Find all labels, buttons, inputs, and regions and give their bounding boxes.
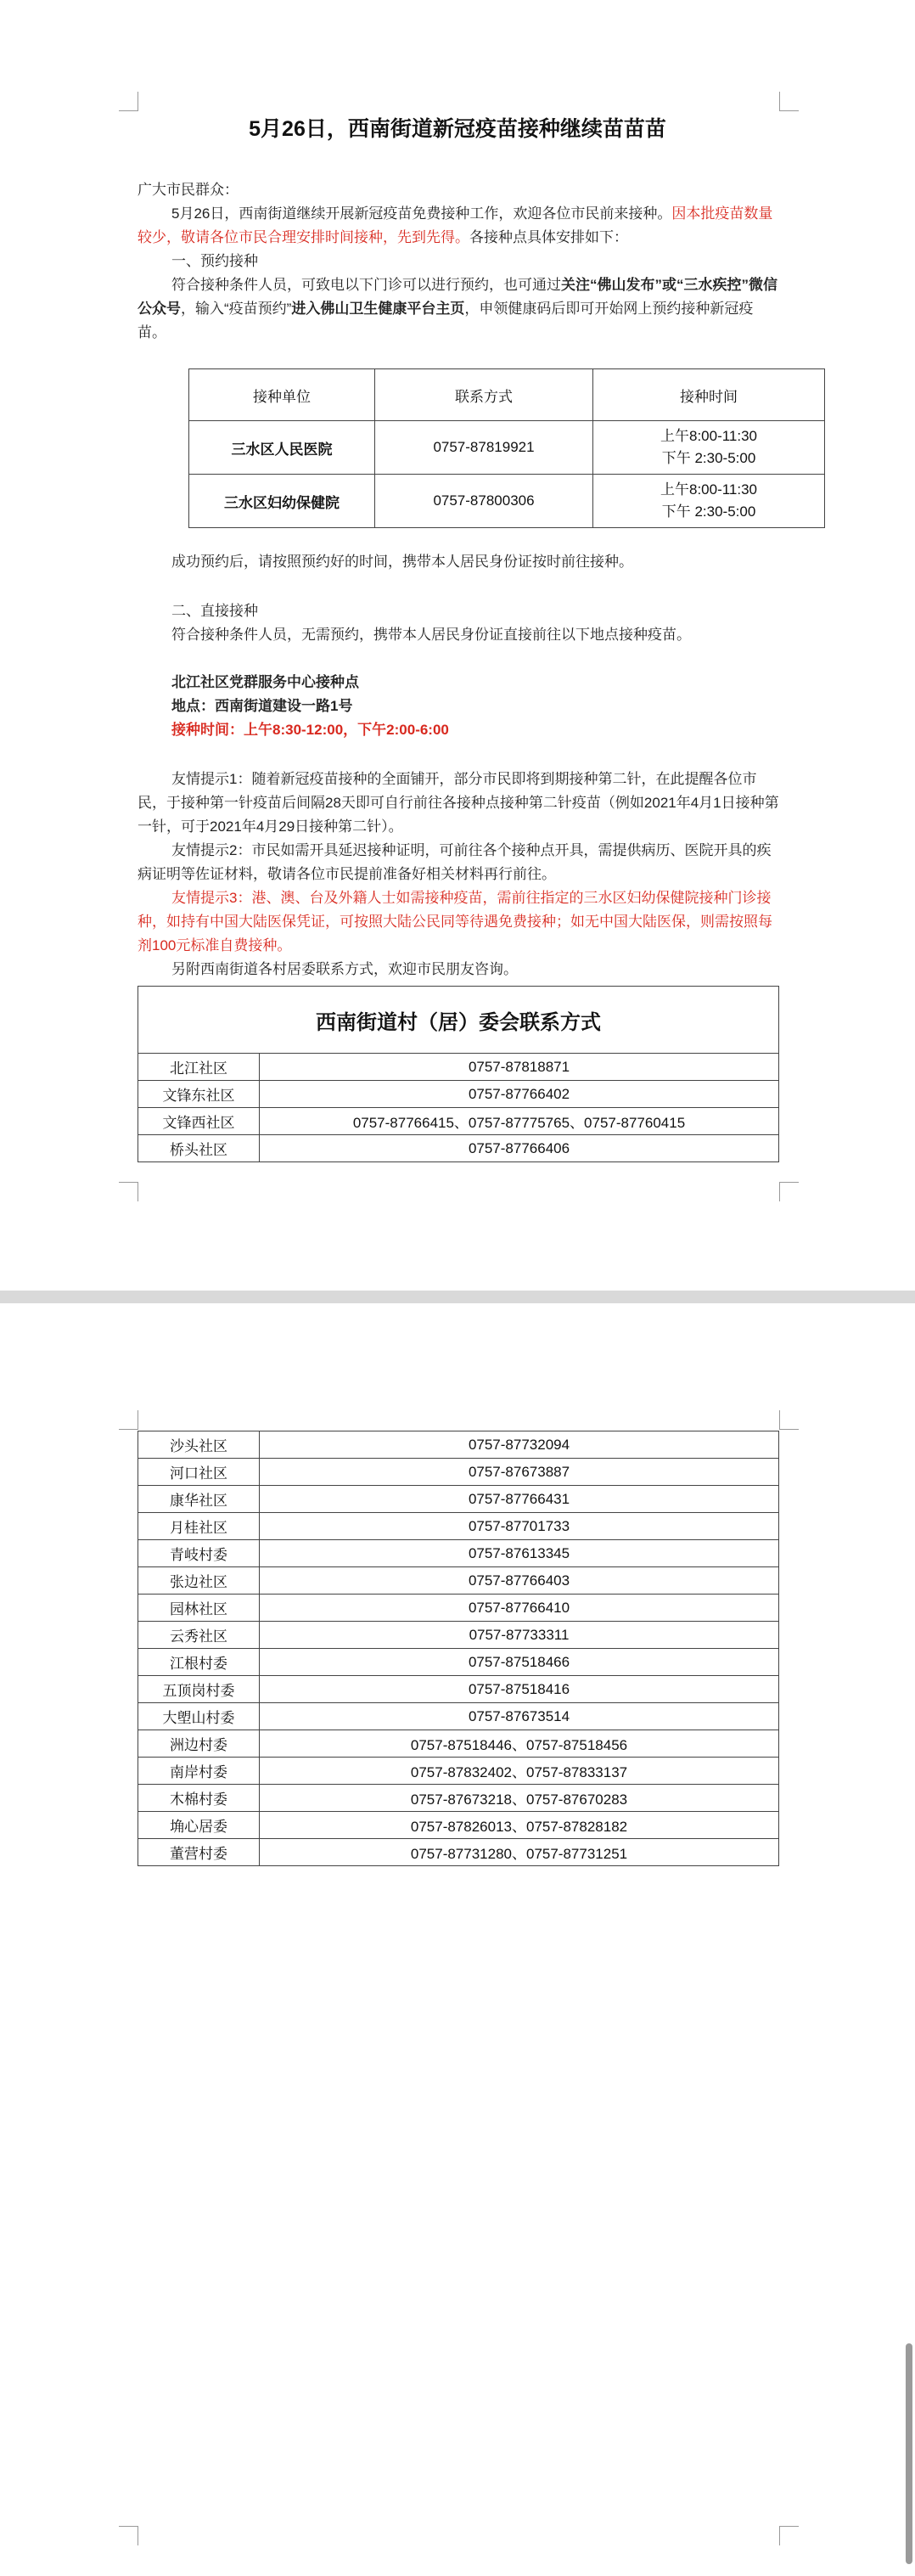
table-row [138, 1649, 779, 1676]
table-row [138, 1513, 779, 1540]
community-phone-cell: 0757-87518466 [260, 1649, 779, 1676]
unit-cell: 三水区人民医院 [189, 421, 375, 475]
community-phone-cell: 0757-87766415、0757-87775765、0757-87760415 [260, 1108, 779, 1135]
scrollbar-thumb[interactable] [906, 2343, 912, 2564]
contact-rows [138, 1054, 779, 1162]
page-corner-mark [119, 2526, 138, 2545]
section1-bold-text-2: 进入佛山卫生健康平台主页 [291, 301, 465, 317]
page-corner-mark [779, 92, 799, 111]
community-phone-cell: 0757-87766410 [260, 1595, 779, 1622]
community-name-cell: 江根村委 [138, 1649, 260, 1676]
community-phone-cell: 0757-87826013、0757-87828182 [260, 1812, 779, 1839]
table-row [138, 1730, 779, 1758]
community-name-cell: 康华社区 [138, 1486, 260, 1513]
community-name-cell: 张边社区 [138, 1567, 260, 1595]
community-name-cell: 河口社区 [138, 1459, 260, 1486]
table-row [138, 1431, 779, 1459]
intro-red-text: 因本批疫苗数量较少，敬请各位市民合理安排时间接种，先到先得。 [138, 205, 773, 245]
community-name-cell: 月桂社区 [138, 1513, 260, 1540]
table-row [138, 1567, 779, 1595]
document-page-2 [0, 1303, 915, 2576]
community-name-cell: 埆心居委 [138, 1812, 260, 1839]
page-corner-mark [119, 1182, 138, 1201]
section1-text: 符合接种条件人员，可致电以下门诊可以进行预约，也可通过 [171, 277, 561, 293]
community-name-cell: 园林社区 [138, 1595, 260, 1622]
section1-paragraph [138, 273, 779, 345]
section1-heading: 一、预约接种 [171, 253, 258, 269]
community-name-cell: 云秀社区 [138, 1622, 260, 1649]
community-phone-cell: 0757-87673887 [260, 1459, 779, 1486]
table-row [138, 1595, 779, 1622]
time-pm: 下午 2:30-5:00 [661, 450, 756, 466]
table-row [138, 1758, 779, 1785]
community-phone-cell: 0757-87673218、0757-87670283 [260, 1785, 779, 1812]
community-phone-cell: 0757-87818871 [260, 1054, 779, 1081]
table-row [189, 421, 825, 475]
community-phone-cell: 0757-87673514 [260, 1703, 779, 1730]
community-phone-cell: 0757-87766431 [260, 1486, 779, 1513]
community-name-cell: 文锋东社区 [138, 1081, 260, 1108]
table-row [138, 1676, 779, 1703]
table-row [138, 1839, 779, 1866]
community-phone-cell: 0757-87613345 [260, 1540, 779, 1567]
tip-1: 友情提示1：随着新冠疫苗接种的全面铺开，部分市民即将到期接种第二针，在此提醒各位市民，于接种第一针疫苗后间隔28天即可自行前往各接种点接种第二针疫苗（例如2021年4月1日接种第一针，可于2021年4月29日接种第二针）。 [138, 771, 779, 835]
table-header-cell: 联系方式 [375, 369, 593, 421]
table-header-cell: 接种单位 [189, 369, 375, 421]
table-row [138, 1812, 779, 1839]
community-phone-cell: 0757-87733311 [260, 1622, 779, 1649]
time-am: 上午8:00-11:30 [660, 428, 758, 444]
community-name-cell: 南岸村委 [138, 1758, 260, 1785]
page-corner-mark [779, 2526, 799, 2545]
table-row [138, 1785, 779, 1812]
unit-cell: 三水区妇幼保健院 [189, 475, 375, 528]
community-name-cell: 青岐村委 [138, 1540, 260, 1567]
table-header-row [189, 369, 825, 421]
site-address: 地点：西南街道建设一路1号 [171, 698, 353, 714]
contact-table-title: 西南街道村（居）委会联系方式 [138, 987, 779, 1054]
community-phone-cell: 0757-87518416 [260, 1676, 779, 1703]
community-name-cell: 北江社区 [138, 1054, 260, 1081]
tip-4: 另附西南街道各村居委联系方式，欢迎市民朋友咨询。 [171, 961, 518, 977]
tip-3 [138, 886, 779, 958]
community-name-cell: 文锋西社区 [138, 1108, 260, 1135]
community-phone-cell: 0757-87518446、0757-87518456 [260, 1730, 779, 1758]
community-phone-cell: 0757-87732094 [260, 1431, 779, 1459]
site-time: 接种时间：上午8:30-12:00，下午2:00-6:00 [171, 722, 449, 738]
table-row [138, 1486, 779, 1513]
table-row [189, 475, 825, 528]
section1-bold-text: 关注“佛山发布”或“三水疾控”微信公众号 [138, 277, 777, 317]
contact-rows [138, 1431, 779, 1866]
community-name-cell: 大塱山村委 [138, 1703, 260, 1730]
table-row [138, 1054, 779, 1081]
community-name-cell: 五顶岗村委 [138, 1676, 260, 1703]
document-title: 5月26日，西南街道新冠疫苗接种继续苗苗苗 [249, 117, 666, 141]
phone-cell: 0757-87800306 [375, 475, 593, 528]
vaccination-schedule-table [188, 368, 825, 528]
community-phone-cell: 0757-87832402、0757-87833137 [260, 1758, 779, 1785]
table-row [138, 1703, 779, 1730]
contact-title-row [138, 987, 779, 1054]
table-row [138, 1459, 779, 1486]
table-row [138, 1540, 779, 1567]
phone-cell: 0757-87819921 [375, 421, 593, 475]
after-booking-note: 成功预约后，请按照预约好的时间，携带本人居民身份证按时前往接种。 [171, 554, 633, 570]
section2-heading: 二、直接接种 [171, 603, 258, 619]
time-pm: 下午 2:30-5:00 [661, 503, 756, 520]
table-row [138, 1108, 779, 1135]
table-row [138, 1135, 779, 1162]
page-separator [0, 1291, 915, 1303]
table-header-cell: 接种时间 [593, 369, 825, 421]
community-name-cell: 洲边村委 [138, 1730, 260, 1758]
greeting: 广大市民群众： [138, 182, 239, 198]
table-row [138, 1081, 779, 1108]
section2-paragraph: 符合接种条件人员，无需预约，携带本人居民身份证直接前往以下地点接种疫苗。 [171, 627, 691, 643]
intro-paragraph [138, 202, 779, 250]
table-row [138, 1622, 779, 1649]
page-corner-mark [119, 92, 138, 111]
community-name-cell: 沙头社区 [138, 1431, 260, 1459]
community-name-cell: 桥头社区 [138, 1135, 260, 1162]
site-name: 北江社区党群服务中心接种点 [171, 674, 359, 690]
community-phone-cell: 0757-87701733 [260, 1513, 779, 1540]
page-corner-mark [779, 1182, 799, 1201]
community-phone-cell: 0757-87766406 [260, 1135, 779, 1162]
page-corner-mark [779, 1410, 799, 1430]
section1-end-text: ，申领健康码后即可开始网上预约接种新冠疫苗。 [138, 301, 754, 340]
community-phone-cell: 0757-87766403 [260, 1567, 779, 1595]
tip-2: 友情提示2：市民如需开具延迟接种证明，可前往各个接种点开具，需提供病历、医院开具的疾病证明等佐证材料，敬请各位市民提前准备好相关材料再行前往。 [138, 842, 772, 882]
section1-mid-text: ，输入“疫苗预约” [181, 301, 292, 317]
contact-table [138, 986, 779, 1162]
community-name-cell: 木棉村委 [138, 1785, 260, 1812]
contact-table-continued [138, 1431, 779, 1866]
community-phone-cell: 0757-87731280、0757-87731251 [260, 1839, 779, 1866]
intro-tail-text: 各接种点具体安排如下： [469, 229, 628, 245]
page-corner-mark [119, 1410, 138, 1430]
community-name-cell: 董营村委 [138, 1839, 260, 1866]
community-phone-cell: 0757-87766402 [260, 1081, 779, 1108]
time-cell [593, 475, 825, 528]
time-am: 上午8:00-11:30 [660, 481, 758, 498]
time-cell [593, 421, 825, 475]
tip-3-text: 友情提示3：港、澳、台及外籍人士如需接种疫苗， [171, 890, 497, 906]
intro-text: 5月26日，西南街道继续开展新冠疫苗免费接种工作，欢迎各位市民前来接种。 [171, 205, 672, 222]
tip-3-text-2: 需前往指定的三水区妇幼保健院接种门诊接种，如持有中国大陆医保凭证，可按照大陆公民同等待遇免费接种；如无中国大陆医保，则需按照每剂100元标准自费接种。 [138, 890, 772, 953]
